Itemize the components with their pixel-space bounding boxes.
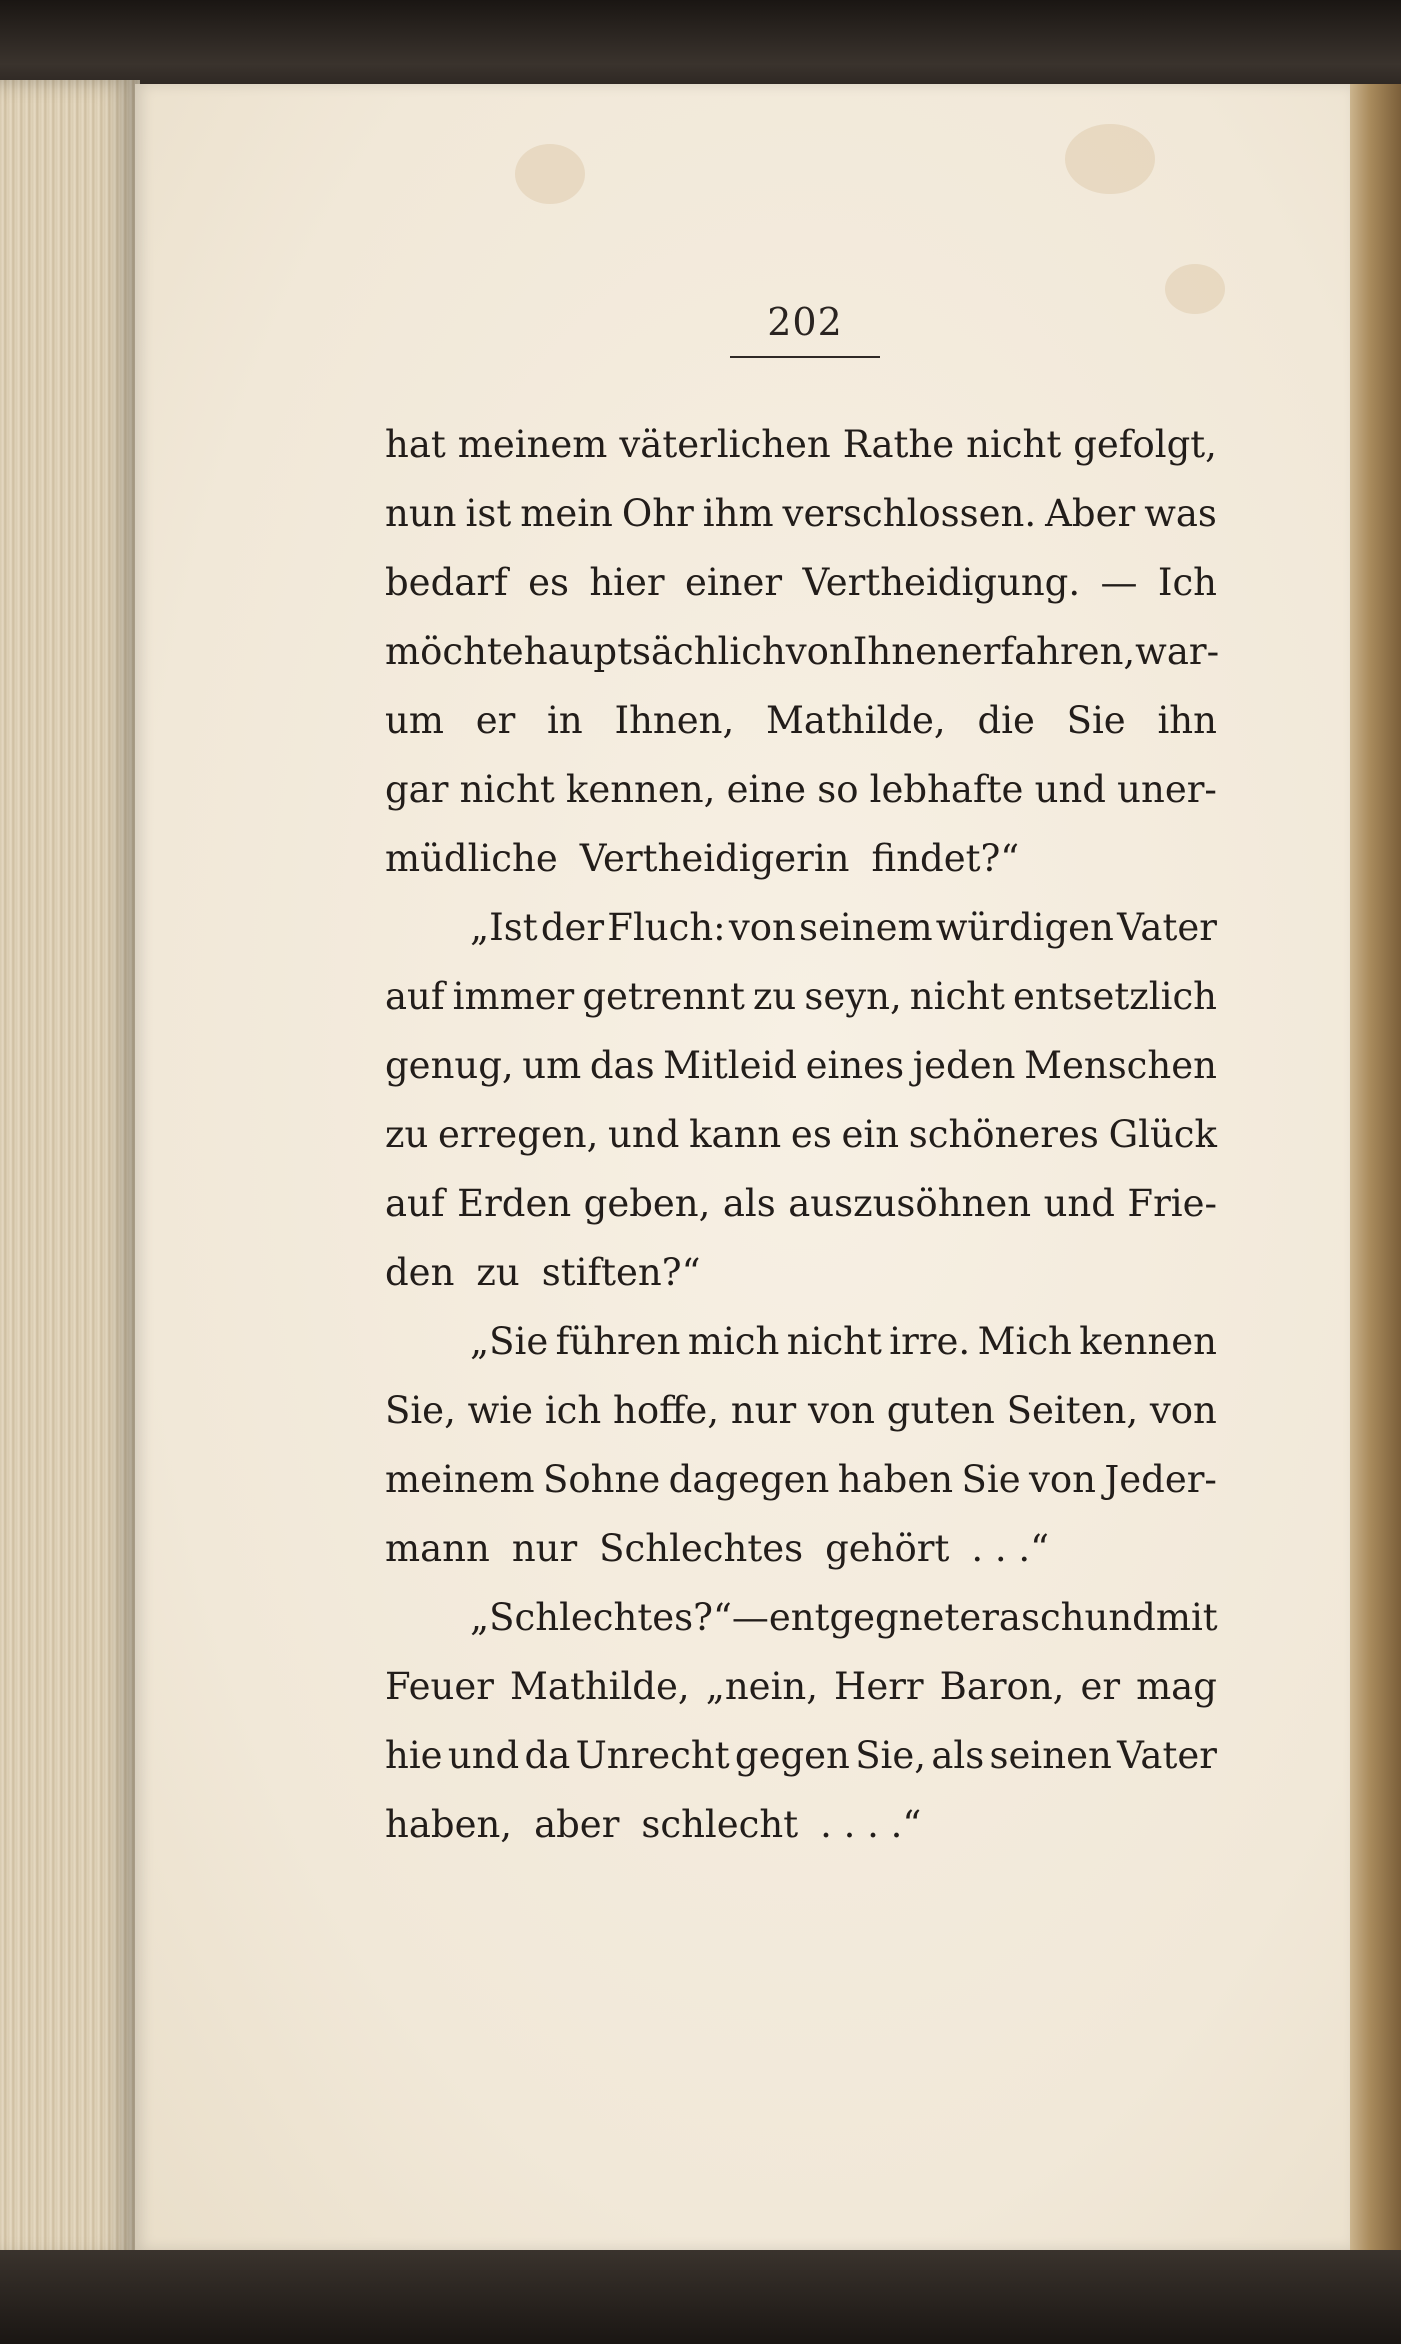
word: uner- bbox=[1117, 768, 1217, 811]
word: schöneres bbox=[908, 1113, 1099, 1156]
word: würdigen bbox=[935, 906, 1114, 949]
word: Sie, bbox=[855, 1734, 927, 1777]
word: verschlossen. bbox=[782, 492, 1037, 535]
word: zu bbox=[385, 1113, 429, 1156]
word: Ich bbox=[1157, 561, 1217, 604]
word: führen bbox=[555, 1320, 681, 1363]
word: mein bbox=[520, 492, 613, 535]
word: mich bbox=[687, 1320, 780, 1363]
word: Frie- bbox=[1127, 1182, 1217, 1225]
word: er bbox=[1080, 1665, 1121, 1708]
word: kennen, bbox=[565, 768, 716, 811]
text-line bbox=[385, 1652, 1217, 1721]
word: seinen bbox=[989, 1734, 1112, 1777]
word: findet?“ bbox=[871, 837, 1020, 880]
page-edge-right bbox=[1350, 84, 1401, 2250]
word: was bbox=[1144, 492, 1217, 535]
word: von bbox=[1029, 1458, 1097, 1501]
foxing-stain bbox=[1165, 264, 1225, 314]
word: müdliche bbox=[385, 837, 558, 880]
word: ihm bbox=[702, 492, 774, 535]
word: Sie bbox=[961, 1458, 1021, 1501]
word: auf bbox=[385, 1182, 445, 1225]
word: immer bbox=[452, 975, 575, 1018]
word: dagegen bbox=[668, 1458, 830, 1501]
word: ich bbox=[544, 1389, 602, 1432]
text-line bbox=[385, 755, 1217, 824]
word: und bbox=[1043, 1182, 1115, 1225]
word: Herr bbox=[834, 1665, 924, 1708]
word: Vater bbox=[1117, 1734, 1217, 1777]
word: Vater bbox=[1117, 906, 1217, 949]
word: Feuer bbox=[385, 1665, 494, 1708]
word: kann bbox=[689, 1113, 782, 1156]
word: Jeder- bbox=[1104, 1458, 1217, 1501]
word: ein bbox=[841, 1113, 900, 1156]
word: das bbox=[589, 1044, 655, 1087]
book-cover-top-edge bbox=[0, 0, 1401, 92]
word: und bbox=[447, 1734, 520, 1777]
word: wie bbox=[467, 1389, 534, 1432]
word: Baron, bbox=[939, 1665, 1065, 1708]
word: mag bbox=[1136, 1665, 1217, 1708]
word: zu bbox=[752, 975, 797, 1018]
word: stiften?“ bbox=[541, 1251, 701, 1294]
word: haben, bbox=[385, 1803, 513, 1846]
text-line bbox=[385, 617, 1220, 686]
word: der bbox=[540, 906, 605, 949]
word: von bbox=[1149, 1389, 1217, 1432]
page-number-rule bbox=[730, 356, 880, 358]
word: hauptsächlich bbox=[523, 630, 786, 673]
word: Erden bbox=[457, 1182, 572, 1225]
word: gegen bbox=[734, 1734, 850, 1777]
word: . . . .“ bbox=[820, 1803, 922, 1846]
word: auf bbox=[385, 975, 445, 1018]
text-line bbox=[385, 1307, 1217, 1376]
word: meinem bbox=[385, 1458, 535, 1501]
word: war- bbox=[1135, 630, 1220, 673]
word: Mitleid bbox=[663, 1044, 798, 1087]
word: nur bbox=[730, 1389, 797, 1432]
word: guten bbox=[886, 1389, 995, 1432]
text-line bbox=[385, 479, 1217, 548]
word: Schlechtes bbox=[599, 1527, 804, 1570]
word: entsetzlich bbox=[1012, 975, 1217, 1018]
word: irre. bbox=[889, 1320, 971, 1363]
text-line bbox=[385, 1031, 1217, 1100]
word: aber bbox=[534, 1803, 620, 1846]
word: haben bbox=[837, 1458, 954, 1501]
word: Rathe bbox=[842, 423, 955, 466]
word: seinem bbox=[799, 906, 933, 949]
word: hier bbox=[589, 561, 665, 604]
word: nur bbox=[511, 1527, 578, 1570]
word: getrennt bbox=[582, 975, 745, 1018]
word: zu bbox=[476, 1251, 520, 1294]
word: schlecht bbox=[641, 1803, 799, 1846]
text-line bbox=[385, 1100, 1217, 1169]
text-line bbox=[385, 410, 1217, 479]
text-line bbox=[385, 1445, 1217, 1514]
word: ist bbox=[465, 492, 512, 535]
word: gefolgt, bbox=[1073, 423, 1217, 466]
word: Glück bbox=[1108, 1113, 1217, 1156]
text-line bbox=[385, 893, 1217, 962]
text-line bbox=[385, 1238, 1217, 1307]
text-line bbox=[385, 1169, 1217, 1238]
word: nicht bbox=[966, 423, 1062, 466]
word: von bbox=[807, 1389, 875, 1432]
word: ihn bbox=[1157, 699, 1217, 742]
text-line bbox=[385, 1721, 1217, 1790]
word: — bbox=[731, 1596, 769, 1639]
word: und bbox=[608, 1113, 680, 1156]
word: und bbox=[1034, 768, 1106, 811]
word: „Ist bbox=[470, 906, 538, 949]
word: seyn, bbox=[804, 975, 902, 1018]
word: die bbox=[977, 699, 1035, 742]
word: gar bbox=[385, 768, 449, 811]
word: Mathilde, bbox=[766, 699, 946, 742]
word: hie bbox=[385, 1734, 443, 1777]
page-stack-left bbox=[0, 80, 140, 2260]
word: eine bbox=[726, 768, 807, 811]
word: kennen bbox=[1079, 1320, 1217, 1363]
word: rasch bbox=[981, 1596, 1085, 1639]
text-line bbox=[385, 962, 1217, 1031]
text-line bbox=[385, 824, 1217, 893]
word: Sie bbox=[1066, 699, 1126, 742]
word: erregen, bbox=[438, 1113, 599, 1156]
word: es bbox=[790, 1113, 832, 1156]
word: und bbox=[1084, 1596, 1156, 1639]
foxing-stain bbox=[515, 144, 585, 204]
word: Ohr bbox=[621, 492, 694, 535]
word: hoffe, bbox=[612, 1389, 720, 1432]
word: nicht bbox=[909, 975, 1005, 1018]
word: möchte bbox=[385, 630, 524, 673]
word: von bbox=[728, 906, 796, 949]
word: so bbox=[817, 768, 859, 811]
word: Unrecht bbox=[575, 1734, 730, 1777]
word: Ihnen, bbox=[614, 699, 735, 742]
word: „nein, bbox=[705, 1665, 819, 1708]
word: „Sie bbox=[470, 1320, 549, 1363]
foxing-stain bbox=[1065, 124, 1155, 194]
word: gehört bbox=[825, 1527, 950, 1570]
word: da bbox=[524, 1734, 571, 1777]
word: um bbox=[522, 1044, 582, 1087]
text-line bbox=[385, 1583, 1217, 1652]
word: Fluch: bbox=[607, 906, 726, 949]
word: als bbox=[722, 1182, 776, 1225]
word: als bbox=[931, 1734, 985, 1777]
word: nun bbox=[385, 492, 457, 535]
word: genug, bbox=[385, 1044, 514, 1087]
word: in bbox=[547, 699, 583, 742]
word: um bbox=[385, 699, 444, 742]
word: nicht bbox=[459, 768, 555, 811]
word: mann bbox=[385, 1527, 490, 1570]
word: Menschen bbox=[1024, 1044, 1217, 1087]
word: Vertheidigerin bbox=[579, 837, 850, 880]
word: nicht bbox=[786, 1320, 882, 1363]
word: Mich bbox=[977, 1320, 1072, 1363]
text-line bbox=[385, 1790, 1217, 1859]
word: es bbox=[528, 561, 569, 604]
text-line bbox=[385, 686, 1217, 755]
text-line bbox=[385, 548, 1217, 617]
word: von bbox=[785, 630, 853, 673]
word: Aber bbox=[1045, 492, 1136, 535]
word: Sie, bbox=[385, 1389, 456, 1432]
word: väterlichen bbox=[619, 423, 831, 466]
word: bedarf bbox=[385, 561, 508, 604]
word: jeden bbox=[912, 1044, 1016, 1087]
word: den bbox=[385, 1251, 455, 1294]
text-line bbox=[385, 1514, 1217, 1583]
word: Vertheidigung. bbox=[802, 561, 1081, 604]
word: eines bbox=[805, 1044, 905, 1087]
word: meinem bbox=[457, 423, 608, 466]
word: er bbox=[475, 699, 516, 742]
word: — bbox=[1100, 561, 1138, 604]
word: lebhafte bbox=[869, 768, 1024, 811]
word: einer bbox=[684, 561, 783, 604]
word: mit bbox=[1155, 1596, 1218, 1639]
body-text bbox=[385, 410, 1220, 1859]
word: Mathilde, bbox=[510, 1665, 690, 1708]
word: erfahren, bbox=[960, 630, 1136, 673]
word: entgegnete bbox=[768, 1596, 982, 1639]
text-line bbox=[385, 1376, 1217, 1445]
word: Ihnen bbox=[852, 630, 961, 673]
page-number: 202 bbox=[767, 300, 843, 344]
word: hat bbox=[385, 423, 446, 466]
word: „Schlechtes?“ bbox=[470, 1596, 732, 1639]
word: Sohne bbox=[543, 1458, 661, 1501]
word: geben, bbox=[583, 1182, 711, 1225]
word: auszusöhnen bbox=[788, 1182, 1032, 1225]
word: . . .“ bbox=[971, 1527, 1050, 1570]
word: Seiten, bbox=[1006, 1389, 1139, 1432]
book-cover-bottom-edge bbox=[0, 2250, 1401, 2344]
